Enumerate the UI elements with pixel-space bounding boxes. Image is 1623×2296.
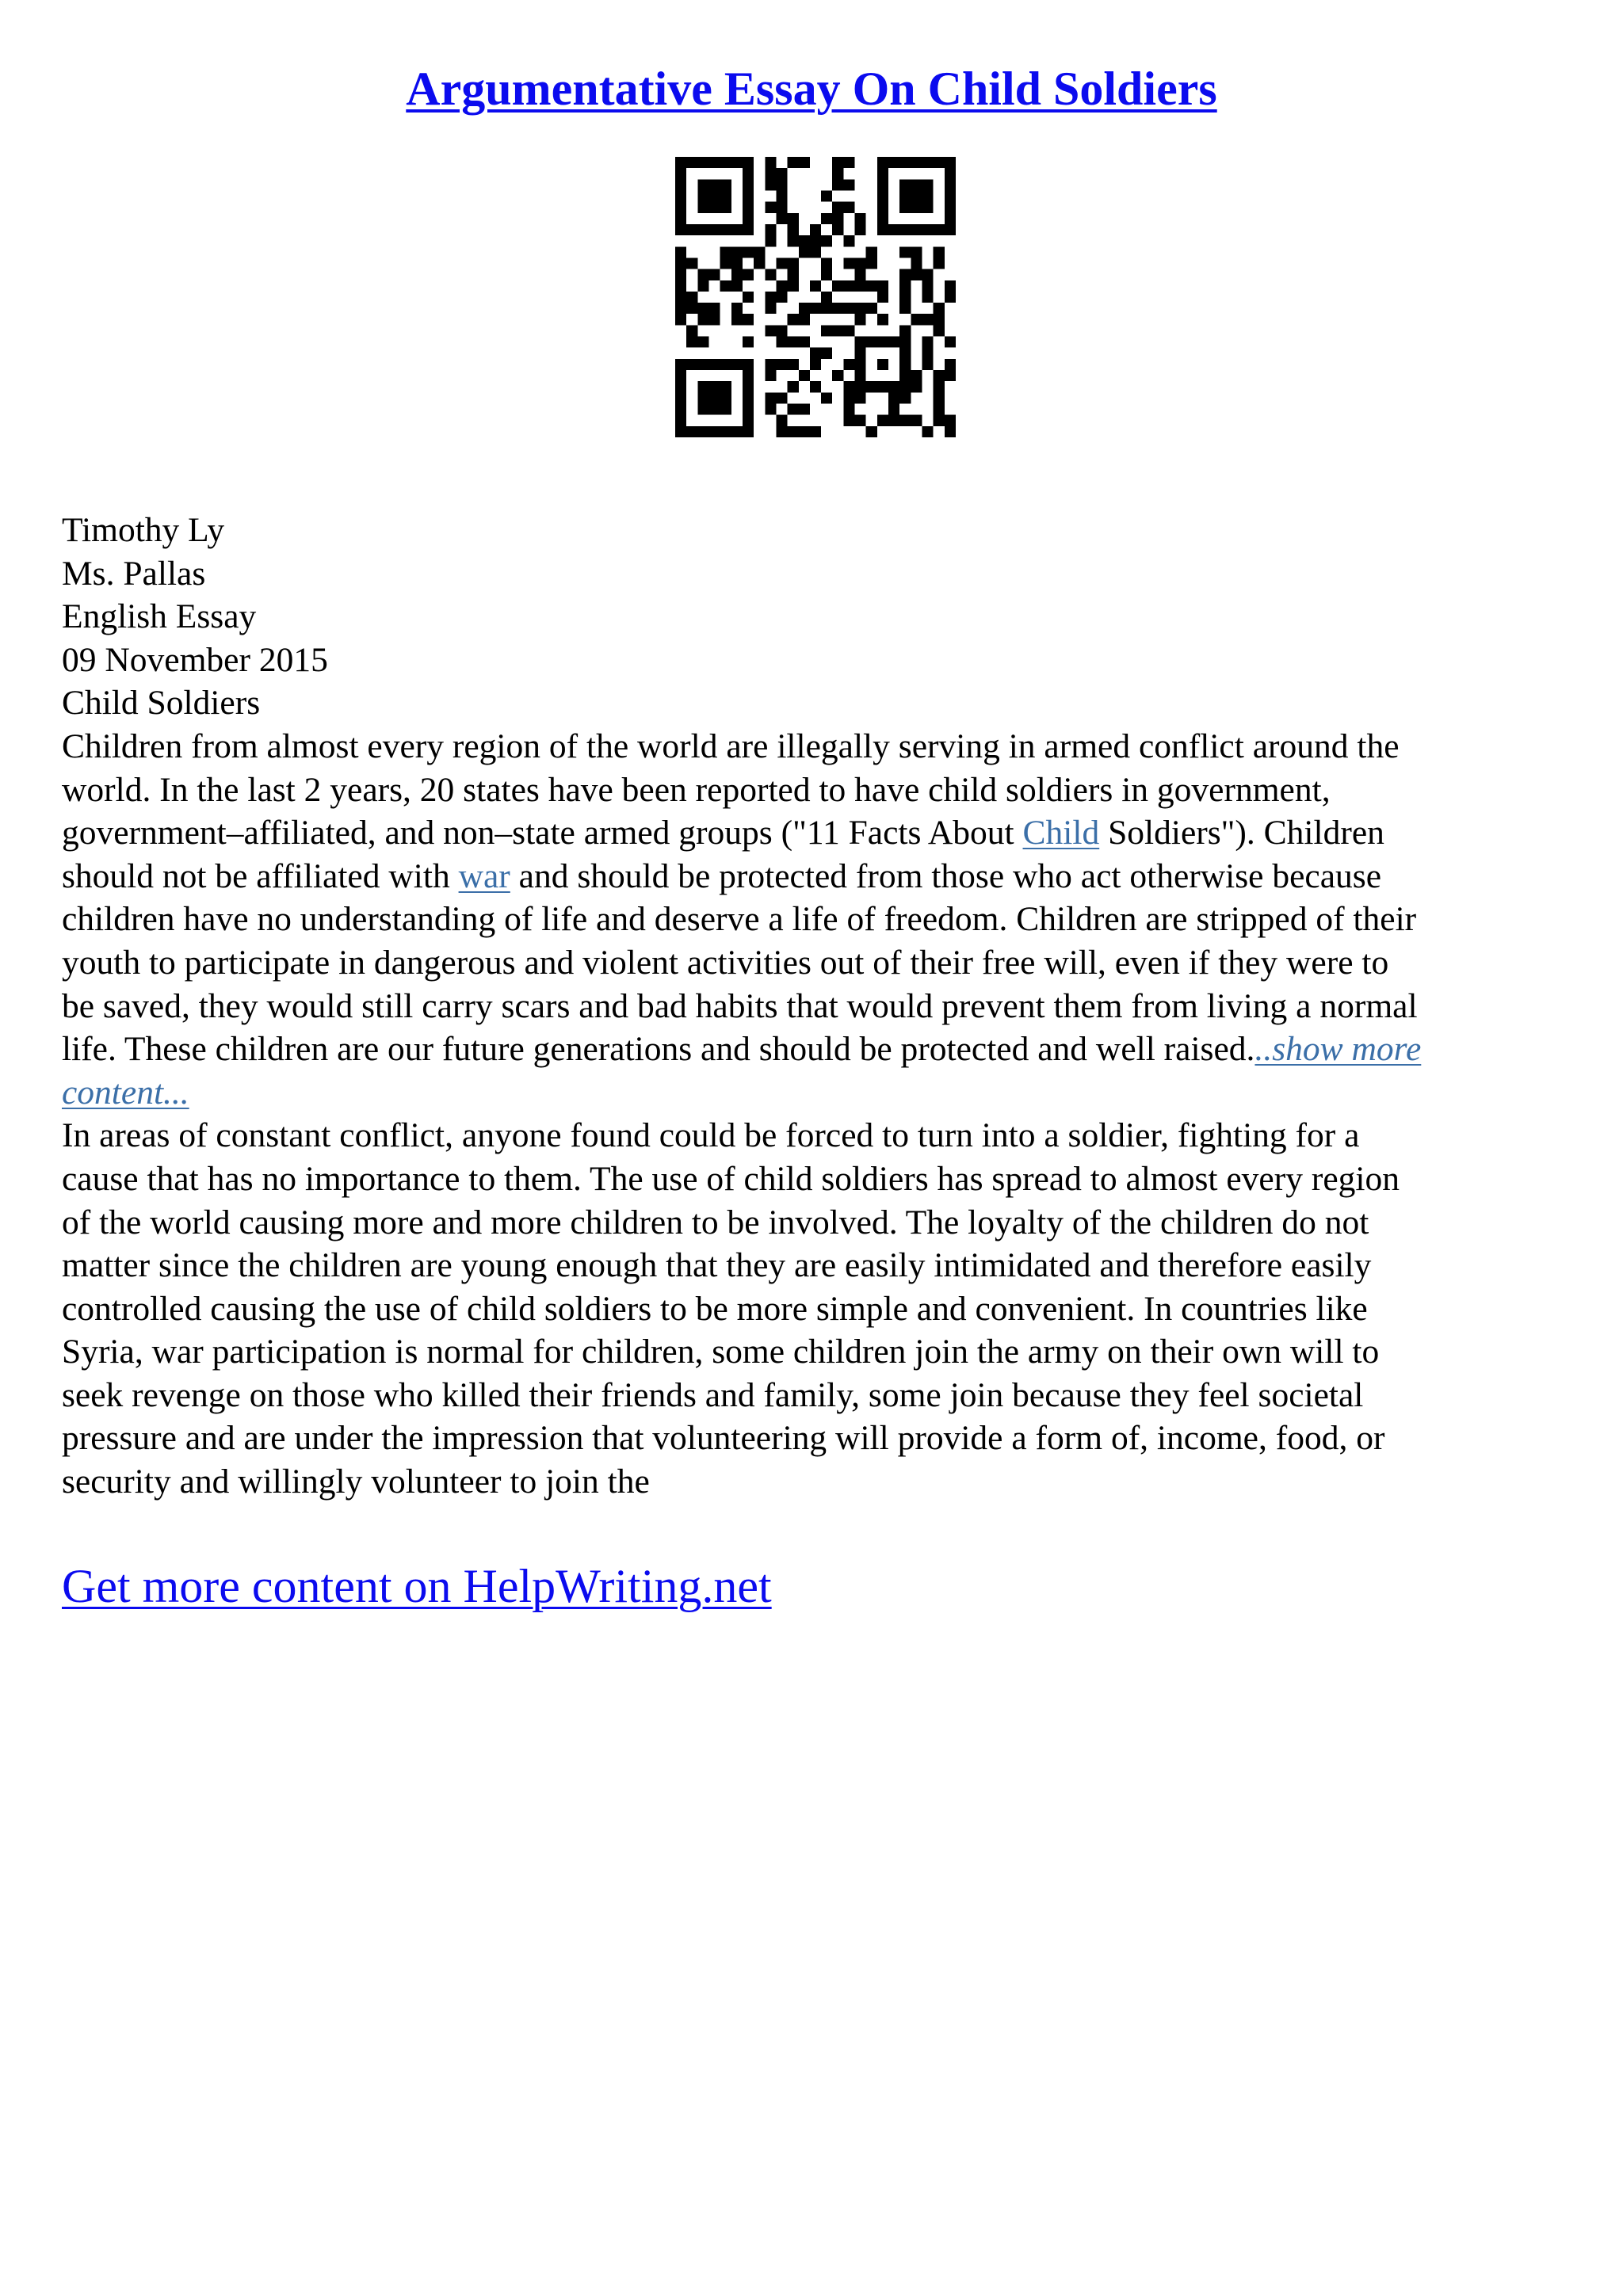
qr-module <box>799 404 810 415</box>
text-line: seek revenge on those who killed their friends and family, some join because they feel societal <box>62 1375 1364 1414</box>
qr-module <box>675 314 686 325</box>
qr-module <box>731 280 743 292</box>
author-name: Timothy Ly <box>62 511 225 549</box>
qr-module <box>843 392 854 403</box>
qr-module <box>708 303 720 314</box>
qr-module <box>708 314 720 325</box>
qr-module <box>776 257 787 269</box>
qr-module <box>922 269 934 280</box>
qr-module <box>832 370 843 381</box>
qr-module <box>866 280 877 292</box>
qr-module <box>697 337 708 348</box>
text-line: cause that has no importance to them. The use of child soldiers has spread to almost every region <box>62 1159 1400 1198</box>
qr-module <box>810 359 821 370</box>
qr-module <box>843 404 854 415</box>
qr-module <box>843 325 854 336</box>
qr-module <box>945 292 956 303</box>
qr-module <box>832 168 843 179</box>
qr-module <box>821 213 832 224</box>
qr-module <box>776 426 787 437</box>
qr-module <box>788 314 799 325</box>
qr-module <box>743 246 754 257</box>
qr-module <box>743 337 754 348</box>
qr-module <box>810 224 821 235</box>
qr-module <box>776 337 787 348</box>
qr-module <box>686 292 697 303</box>
qr-module <box>788 404 799 415</box>
qr-module <box>731 303 743 314</box>
qr-module <box>799 337 810 348</box>
qr-module <box>810 235 821 246</box>
qr-module <box>821 190 832 201</box>
qr-module <box>697 303 708 314</box>
essay-body <box>62 509 1552 1504</box>
qr-module <box>821 348 832 359</box>
teacher-name: Ms. Pallas <box>62 554 206 593</box>
qr-module <box>686 257 697 269</box>
qr-module <box>754 257 765 269</box>
qr-module <box>866 426 877 437</box>
qr-module <box>788 337 799 348</box>
qr-module <box>765 224 776 235</box>
qr-align-core <box>877 359 888 370</box>
qr-module <box>866 303 877 314</box>
qr-module <box>765 168 776 179</box>
qr-module <box>855 303 866 314</box>
qr-module <box>934 303 945 314</box>
qr-module <box>899 292 911 303</box>
qr-module <box>899 392 911 403</box>
qr-module <box>922 426 934 437</box>
qr-module <box>788 280 799 292</box>
footer <box>62 1554 772 1618</box>
qr-module <box>821 325 832 336</box>
qr-module <box>922 280 934 292</box>
qr-module <box>788 381 799 392</box>
qr-module <box>697 314 708 325</box>
qr-module <box>911 246 922 257</box>
qr-module <box>675 257 686 269</box>
qr-module <box>675 280 686 292</box>
qr-module <box>843 359 854 370</box>
qr-module <box>799 246 810 257</box>
text-line: In areas of constant conflict, anyone found could be forced to turn into a soldier, fighting for a <box>62 1116 1360 1155</box>
qr-module <box>832 157 843 168</box>
qr-module <box>675 246 686 257</box>
qr-module <box>945 337 956 348</box>
qr-module <box>799 303 810 314</box>
qr-module <box>776 179 787 190</box>
qr-module <box>799 426 810 437</box>
qr-module <box>788 157 799 168</box>
qr-module <box>697 269 708 280</box>
qr-module <box>899 303 911 314</box>
qr-code <box>675 157 956 437</box>
qr-module <box>821 303 832 314</box>
qr-module <box>855 213 866 224</box>
qr-module <box>877 280 888 292</box>
qr-module <box>855 314 866 325</box>
qr-module <box>843 179 854 190</box>
qr-module <box>934 381 945 392</box>
text-line <box>62 811 1552 855</box>
qr-module <box>832 202 843 213</box>
qr-module <box>776 202 787 213</box>
qr-module <box>934 257 945 269</box>
qr-module <box>686 303 697 314</box>
helpwriting-link[interactable]: Get more content on HelpWriting.net <box>62 1560 772 1612</box>
text-line <box>62 1071 1552 1115</box>
text-line: youth to participate in dangerous and violent activities out of their free will, even if they were to <box>62 943 1389 982</box>
qr-module <box>821 235 832 246</box>
paragraph-2 <box>62 1114 1552 1503</box>
title-link[interactable]: Argumentative Essay On Child Soldiers <box>406 63 1217 115</box>
text-segment: should not be affiliated with <box>62 856 459 895</box>
qr-module <box>799 370 810 381</box>
qr-module <box>855 269 866 280</box>
qr-module <box>843 257 854 269</box>
qr-module <box>810 303 821 314</box>
qr-module <box>788 359 799 370</box>
qr-module <box>877 292 888 303</box>
qr-module <box>765 179 776 190</box>
text-line: Syria, war participation is normal for children, some children join the army on their own will to <box>62 1333 1380 1371</box>
qr-module <box>788 224 799 235</box>
qr-module <box>720 246 731 257</box>
qr-module <box>832 179 843 190</box>
qr-module <box>832 303 843 314</box>
qr-module <box>788 257 799 269</box>
text-line: pressure and are under the impression that volunteering will provide a form of, income, food, or <box>62 1419 1385 1458</box>
qr-module <box>765 370 776 381</box>
qr-module <box>765 303 776 314</box>
qr-module <box>888 392 899 403</box>
qr-finder-core <box>697 381 731 414</box>
qr-module <box>776 213 787 224</box>
qr-module <box>899 325 911 336</box>
text-line: children have no understanding of life and deserve a life of freedom. Children are stripped of their <box>62 900 1417 939</box>
qr-module <box>922 348 934 359</box>
text-segment: life. These children are our future generations and should be protected and well raised. <box>62 1030 1255 1069</box>
qr-module <box>821 392 832 403</box>
qr-module <box>776 168 787 179</box>
qr-module <box>866 257 877 269</box>
qr-module <box>821 269 832 280</box>
qr-module <box>776 359 787 370</box>
text-line: world. In the last 2 years, 20 states have been reported to have child soldiers in government, <box>62 770 1331 809</box>
qr-module <box>855 415 866 426</box>
qr-module <box>731 246 743 257</box>
qr-module <box>765 157 776 168</box>
qr-module <box>765 359 776 370</box>
qr-module <box>843 381 854 392</box>
qr-module <box>899 415 911 426</box>
qr-module <box>922 359 934 370</box>
qr-module <box>855 257 866 269</box>
qr-module <box>934 314 945 325</box>
qr-module <box>922 314 934 325</box>
qr-module <box>945 280 956 292</box>
essay-subtitle: Child Soldiers <box>62 684 261 723</box>
qr-module <box>888 415 899 426</box>
qr-module <box>911 415 922 426</box>
qr-module <box>754 246 765 257</box>
qr-module <box>765 269 776 280</box>
text-line: be saved, they would still carry scars and bad habits that would prevent them from living a normal <box>62 986 1418 1025</box>
text-line: controlled causing the use of child soldiers to be more simple and convenient. In countries like <box>62 1289 1368 1328</box>
qr-module <box>934 392 945 403</box>
qr-module <box>832 213 843 224</box>
qr-module <box>855 392 866 403</box>
qr-module <box>843 415 854 426</box>
qr-module <box>821 257 832 269</box>
qr-module <box>810 426 821 437</box>
qr-module <box>855 224 866 235</box>
qr-module <box>888 404 899 415</box>
qr-module <box>945 426 956 437</box>
qr-module <box>743 314 754 325</box>
qr-module <box>686 337 697 348</box>
qr-module <box>675 292 686 303</box>
qr-module <box>776 280 787 292</box>
qr-module <box>911 314 922 325</box>
paragraph-1 <box>62 725 1552 1114</box>
qr-module <box>765 392 776 403</box>
qr-module <box>708 269 720 280</box>
qr-module <box>832 224 843 235</box>
qr-module <box>899 269 911 280</box>
qr-module <box>934 370 945 381</box>
qr-module <box>877 314 888 325</box>
qr-module <box>776 415 787 426</box>
qr-module <box>765 235 776 246</box>
qr-module <box>843 303 854 314</box>
qr-module <box>843 235 854 246</box>
qr-module <box>810 348 821 359</box>
show-more-link-continued[interactable]: content... <box>62 1073 189 1112</box>
text-line: Children from almost every region of the world are illegally serving in armed conflict around the <box>62 727 1400 765</box>
qr-module <box>832 280 843 292</box>
qr-module <box>899 280 911 292</box>
qr-module <box>810 280 821 292</box>
qr-module <box>821 292 832 303</box>
qr-module <box>686 325 697 336</box>
text-segment: and should be protected from those who act otherwise because <box>510 856 1382 895</box>
qr-module <box>720 280 731 292</box>
text-line: of the world causing more and more children to be involved. The loyalty of the children do not <box>62 1203 1369 1241</box>
qr-module <box>911 381 922 392</box>
qr-module <box>788 426 799 437</box>
qr-module <box>788 213 799 224</box>
text-line: matter since the children are young enough that they are easily intimidated and therefore easily <box>62 1246 1372 1285</box>
essay-date: 09 November 2015 <box>62 640 328 679</box>
qr-module <box>765 325 776 336</box>
qr-module <box>731 257 743 269</box>
qr-module <box>743 292 754 303</box>
qr-module <box>899 246 911 257</box>
qr-module <box>765 404 776 415</box>
qr-module <box>866 246 877 257</box>
qr-module <box>799 314 810 325</box>
war-link[interactable]: war <box>458 856 510 895</box>
text-segment: government–affiliated, and non–state armed groups ("11 Facts About <box>62 814 1023 852</box>
qr-module <box>922 292 934 303</box>
text-segment: Soldiers"). Children <box>1099 814 1384 852</box>
qr-module <box>922 337 934 348</box>
qr-module <box>799 235 810 246</box>
qr-module <box>731 314 743 325</box>
qr-module <box>675 303 686 314</box>
qr-module <box>810 246 821 257</box>
qr-module <box>765 292 776 303</box>
qr-module <box>788 235 799 246</box>
qr-module <box>799 157 810 168</box>
qr-module <box>843 202 854 213</box>
qr-finder-core <box>899 179 933 212</box>
qr-module <box>788 269 799 280</box>
qr-module <box>731 269 743 280</box>
qr-module <box>911 257 922 269</box>
text-line: security and willingly volunteer to join the <box>62 1463 650 1501</box>
qr-module <box>810 381 821 392</box>
qr-module <box>743 269 754 280</box>
qr-module <box>934 246 945 257</box>
page-title <box>0 57 1623 120</box>
text-line <box>62 855 1552 898</box>
course-name: English Essay <box>62 597 257 636</box>
text-line <box>62 1028 1552 1071</box>
qr-module <box>843 157 854 168</box>
qr-module <box>776 392 787 403</box>
qr-module <box>765 202 776 213</box>
qr-module <box>934 415 945 426</box>
show-more-link[interactable]: ..show more <box>1254 1030 1422 1069</box>
qr-module <box>855 280 866 292</box>
qr-module <box>832 325 843 336</box>
qr-module <box>934 325 945 336</box>
author-header <box>62 509 1552 725</box>
qr-module <box>697 280 708 292</box>
qr-finder-core <box>697 179 731 212</box>
qr-module <box>911 370 922 381</box>
qr-module <box>776 190 787 201</box>
qr-module <box>877 415 888 426</box>
qr-module <box>776 325 787 336</box>
qr-module <box>934 404 945 415</box>
qr-module <box>720 257 731 269</box>
qr-module <box>945 415 956 426</box>
qr-module <box>911 269 922 280</box>
qr-module <box>945 359 956 370</box>
qr-module <box>776 292 787 303</box>
child-link[interactable]: Child <box>1022 814 1100 852</box>
qr-module <box>675 269 686 280</box>
qr-module <box>945 370 956 381</box>
qr-module <box>843 280 854 292</box>
